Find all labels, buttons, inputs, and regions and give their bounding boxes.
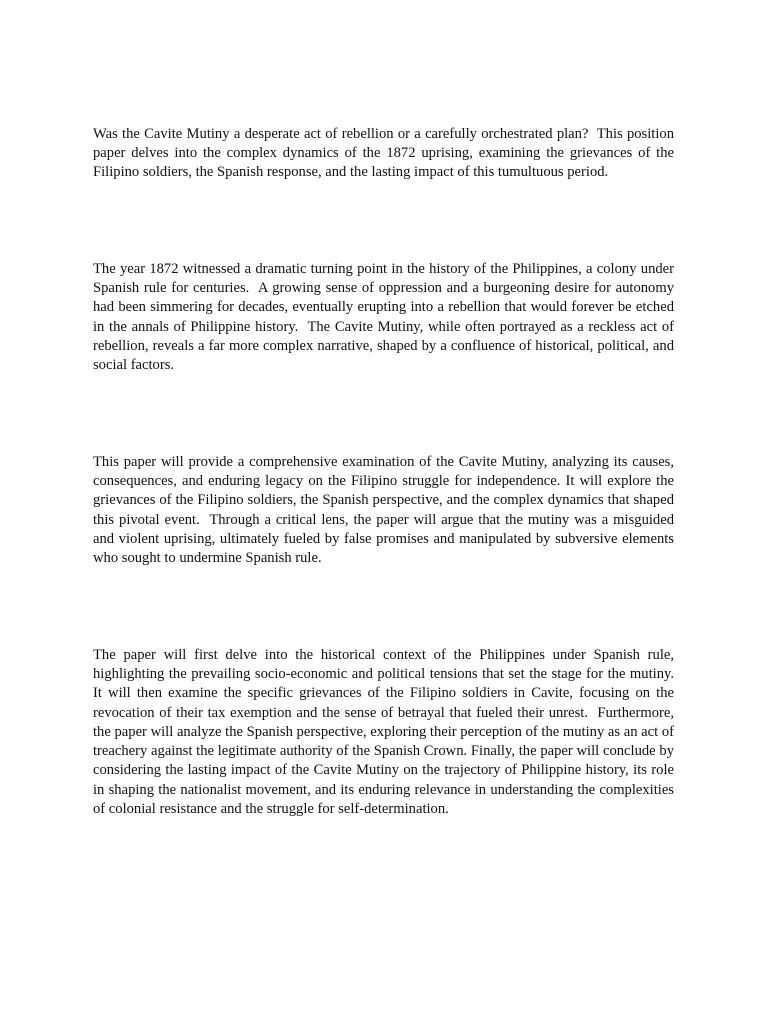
document-body xyxy=(93,86,682,858)
paragraph-thesis: This paper will provide a comprehensive examination of the Cavite Mutiny, analyzing its causes, consequences, and enduring legacy on the Filipino struggle for independence. It will explore the grievances of the Filipino soldiers, the Spanish perspective, and the complex dynamics that shaped this pivotal event. Through a critical lens, the paper will argue that the mutiny was a misguided and violent uprising, ultimately fueled by false promises and manipulated by subversive elements who sought to undermine Spanish rule. xyxy=(93,453,678,567)
paragraph-background: The year 1872 witnessed a dramatic turning point in the history of the Philippines, a colony under Spanish rule for centuries. A growing sense of oppression and a burgeoning desire for autonomy had been simmering for decades, eventually erupting into a rebellion that would forever be etched in the annals of Philippine history. The Cavite Mutiny, while often portrayed as a reckless act of rebellion, reveals a far more complex narrative, shaped by a confluence of historical, political, and social factors. xyxy=(93,260,678,374)
paragraph-intro: Was the Cavite Mutiny a desperate act of rebellion or a carefully orchestrated plan? This position paper delves into the complex dynamics of the 1872 uprising, examining the grievances of the Filipino soldiers, the Spanish response, and the lasting impact of this tumultuous period. xyxy=(93,125,678,181)
paragraph-outline: The paper will first delve into the historical context of the Philippines under Spanish rule, highlighting the prevailing socio-economic and political tensions that set the stage for the mutiny. It will then examine the specific grievances of the Filipino soldiers in Cavite, focusing on the revocation of their tax exemption and the sense of betrayal that fueled their unrest. Furthermore, the paper will analyze the Spanish perspective, exploring their perception of the mutiny as an act of treachery against the legitimate authority of the Spanish Crown. Finally, the paper will conclude by considering the lasting impact of the Cavite Mutiny on the trajectory of Philippine history, its role in shaping the nationalist movement, and its enduring relevance in understanding the complexities of colonial resistance and the struggle for self-determination. xyxy=(93,646,682,817)
